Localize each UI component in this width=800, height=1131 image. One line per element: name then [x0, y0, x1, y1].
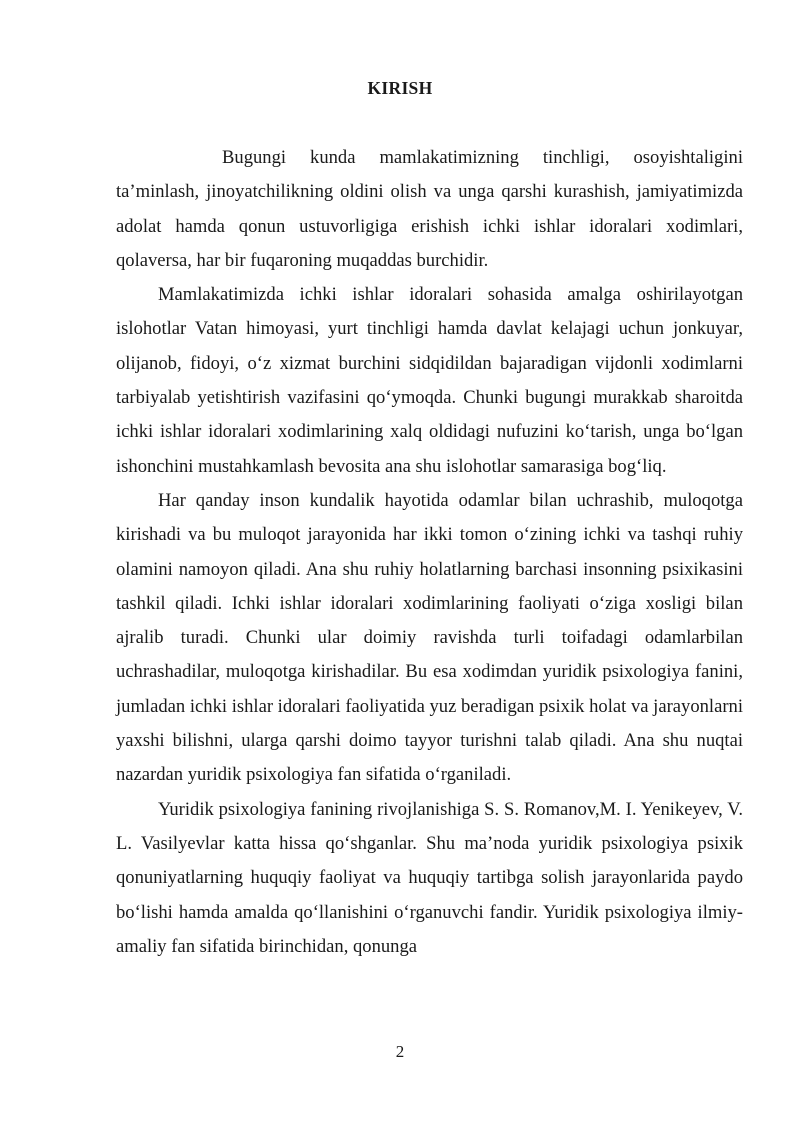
paragraph-reforms: Mamlakatimizda ichki ishlar idoralari sohasida amalga oshirilayotgan islohotlar Vatan himoyasi, yurt tinchligi hamda davlat kelajagi uchun jonkuyar, olijanob, fidoyi, o‘z xizmat burchini sidqidildan bajaradigan vijdonli xodimlarni tarbiyalab yetishtirish vazifasini qo‘ymoqda. Chunki bugungi murakkab sharoitda ichki ishlar idoralari xodimlarining xalq oldidagi nufuzini ko‘tarish, unga bo‘lgan ishonchini mustahkamlash bevosita ana shu islohotlar samarasiga bog‘liq.	[116, 284, 743, 477]
body-text	[116, 141, 743, 964]
paragraph-intro: Bugungi kunda mamlakatimizning tinchligi, osoyishtaligini ta’minlash, jinoyatchilikning oldini olish va unga qarshi kurashish, jamiyatimizda adolat hamda qonun ustuvorligiga erishish ichki ishlar idoralari xodimlari, qolaversa, har bir fuqaroning muqaddas burchidir.	[116, 147, 743, 271]
paragraph-communication: Har qanday inson kundalik hayotida odamlar bilan uchrashib, muloqotga kirishadi va bu muloqot jarayonida har ikki tomon o‘zining ichki va tashqi ruhiy olamini namoyon qiladi. Ana shu ruhiy holatlarning barchasi insonning psixikasini tashkil qiladi. Ichki ishlar idoralari xodimlarining faoliyati o‘ziga xosligi bilan ajralib turadi. Chunki ular doimiy ravishda turli toifadagi odamlarbilan uchrashadilar, muloqotga kirishadilar. Bu esa xodimdan yuridik psixologiya fanini, jumladan ichki ishlar idoralari faoliyatida yuz beradigan psixik holat va jarayonlarni yaxshi bilishni, ularga qarshi doimo tayyor turishni talab qiladi. Ana shu nuqtai nazardan yuridik psixologiya fan sifatida o‘rganiladi.	[116, 489, 743, 786]
section-heading: KIRISH	[367, 78, 433, 98]
page-number: 2	[395, 1042, 405, 1061]
paragraph-legal-psychology: Yuridik psixologiya fanining rivojlanishiga S. S. Romanov,M. I. Yenikeyev, V. L. Vasilyevlar katta hissa qo‘shganlar. Shu ma’noda yuridik psixologiya psixik qonuniyatlarning huquqiy faoliyat va huquqiy tartibga solish jarayonlarida paydo bo‘lishi hamda amalda qo‘llanishini o‘rganuvchi fandir. Yuridik psixologiya ilmiy-amaliy fan sifatida birinchidan, qonunga	[116, 798, 743, 957]
